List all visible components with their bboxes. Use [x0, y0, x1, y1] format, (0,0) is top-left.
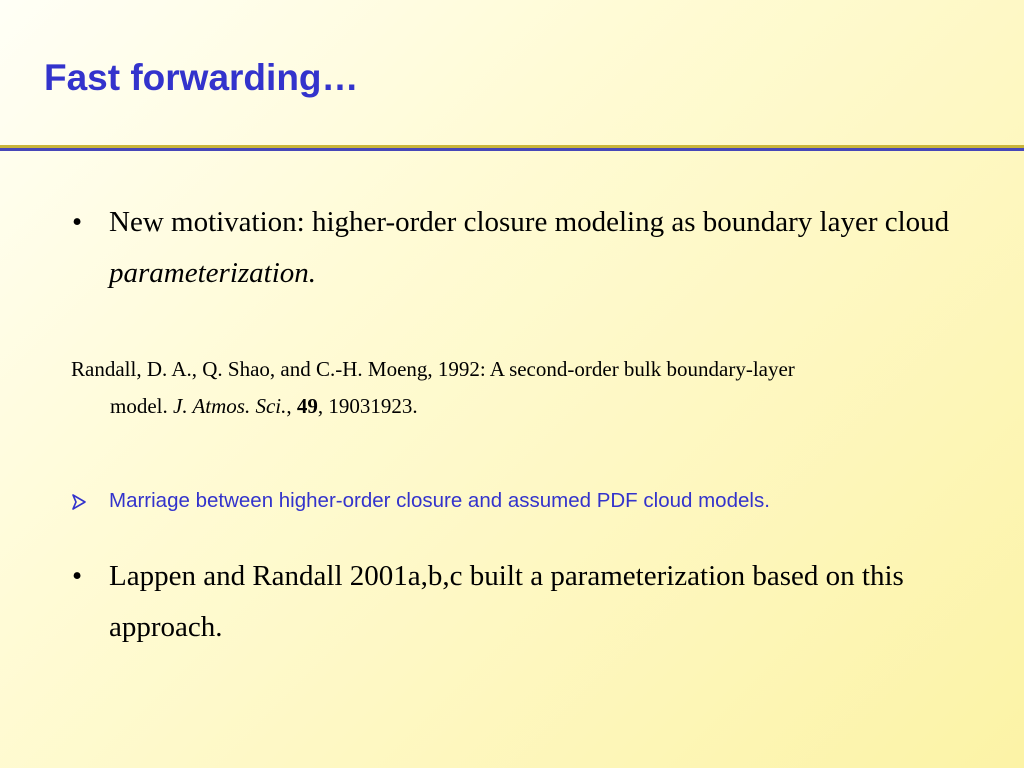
bullet-item-lappen-randall	[72, 551, 972, 653]
bullet-text: Lappen and Randall 2001a,b,c built a parameterization based on this approach.	[109, 560, 904, 643]
bullet-marker: •	[72, 560, 83, 592]
right-arrowhead-icon	[72, 486, 86, 516]
bullet-marker: •	[72, 206, 83, 238]
citation-authors-line: Randall, D. A., Q. Shao, and C.-H. Moeng, 1992: A second-order bulk boundary-layer	[71, 357, 795, 381]
divider-blue-line	[0, 148, 1024, 151]
bullet-text	[109, 197, 972, 299]
citation-model-prefix: model.	[110, 394, 173, 418]
title-divider	[0, 145, 1024, 151]
citation-source-line	[110, 388, 971, 425]
slide-title: Fast forwarding…	[44, 57, 359, 98]
citation	[71, 351, 971, 425]
bullet-item-motivation	[72, 197, 972, 299]
sub-point-text: Marriage between higher-order closure and assumed PDF cloud models.	[109, 489, 770, 512]
citation-journal: J. Atmos. Sci.	[173, 394, 287, 418]
citation-volume: 49	[296, 394, 318, 418]
bullet-text-main: New motivation: higher-order closure modeling as boundary layer cloud	[109, 206, 950, 238]
sub-point-marriage	[72, 486, 972, 516]
citation-separator: ,	[286, 394, 297, 418]
citation-pages: , 19031923.	[317, 394, 418, 418]
bullet-text-italic: parameterization.	[109, 257, 317, 289]
